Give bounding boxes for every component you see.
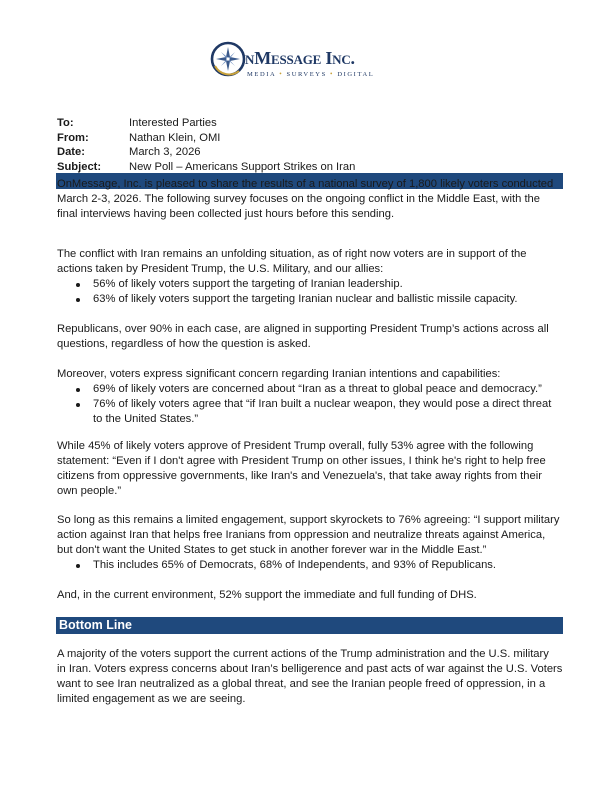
text-line: OnMessage, Inc. is pleased to share the results of a national survey of 1,800 likely voters conducted [57,178,554,190]
text-line: Moreover, voters express significant concern regarding Iranian intentions and capabilities: [57,368,501,380]
company-logo [209,40,409,82]
bullet-item: 69% of likely voters are concerned about “Iran as a threat to global peace and democracy.” [57,382,551,397]
text-line: in Iran. Voters express concerns about Iran’s belligerence and past acts of war against the U.S. Voters [57,663,563,675]
bullet-item: 76% of likely voters agree that “if Iran built a nuclear weapon, they would pose a direct threat [57,397,551,412]
republicans-paragraph [57,322,549,352]
text-line: action against Iran that helps free Iranians from oppression and neutralize threats against America, [57,529,546,541]
approval-paragraph [57,439,546,499]
concern-paragraph [57,367,551,427]
text-line: So long as this remains a limited engagement, support skyrockets to 76% agreeing: “I support military [57,514,560,526]
text-line: but don't want the United States to get stuck in another forever war in the Middle East.” [57,544,487,556]
text-line: want to see Iran neutralized as a global threat, and see the Iranian people freed of oppression, in a [57,678,546,690]
subject-label: Subject: [57,160,102,173]
from-label: From: [57,131,89,144]
logo-tagline [247,70,374,78]
bullet-item: This includes 65% of Democrats, 68% of Independents, and 93% of Republicans. [57,558,559,573]
conflict-paragraph [57,247,527,307]
text-line: actions taken by President Trump, the U.S. Military, and our allies: [57,263,384,275]
logo-wordmark: nMessage Inc. [245,48,355,68]
bullet-dot-icon: • [279,70,284,78]
from-value: Nathan Klein, OMI [129,131,221,144]
limited-engagement-paragraph [57,513,559,573]
text-line: limited engagement as we are seeing. [57,693,246,705]
text-line: A majority of the voters support the current actions of the Trump administration and the U.S. military [57,648,549,660]
text-line: And, in the current environment, 52% support the immediate and full funding of DHS. [57,589,477,601]
text-line: The conflict with Iran remains an unfolding situation, as of right now voters are in support of the [57,248,527,260]
bullet-dot-icon: • [330,70,335,78]
bullet-item-continuation: to the United States.” [93,413,199,425]
date-label: Date: [57,146,85,158]
text-line: While 45% of likely voters approve of President Trump overall, fully 53% agree with the following [57,440,534,452]
subject-value: New Poll – Americans Support Strikes on Iran [129,160,356,173]
text-line: statement: “Even if I don't agree with President Trump on other issues, I think he's right to help free [57,455,546,467]
compass-icon [209,40,247,78]
text-line: citizens from oppressive governments, like Iran's and Venezuela's, that take away rights from their [57,470,542,482]
to-label: To: [57,117,74,129]
date-value: March 3, 2026 [129,146,201,158]
bottom-line-paragraph [57,647,562,707]
dhs-paragraph [57,588,477,603]
text-line: Republicans, over 90% in each case, are aligned in supporting President Trump’s actions across all [57,323,549,335]
tagline-surveys: SURVEYS [286,71,327,78]
intro-paragraph [57,177,553,222]
bullet-item: 56% of likely voters support the targeting of Iranian leadership. [57,277,527,292]
tagline-media: MEDIA [247,71,276,78]
tagline-digital: DIGITAL [337,71,375,78]
bottom-line-heading: Bottom Line [56,617,563,634]
text-line: own people.” [57,485,122,497]
text-line: final interviews having been collected just hours before this sending. [57,208,395,220]
text-line: March 2-3, 2026. The following survey focuses on the ongoing conflict in the Middle East, with the [57,193,540,205]
bullet-item: 63% of likely voters support the targeting Iranian nuclear and ballistic missile capacity. [57,292,527,307]
text-line: questions, regardless of how the question is asked. [57,338,311,350]
to-value: Interested Parties [129,117,217,129]
